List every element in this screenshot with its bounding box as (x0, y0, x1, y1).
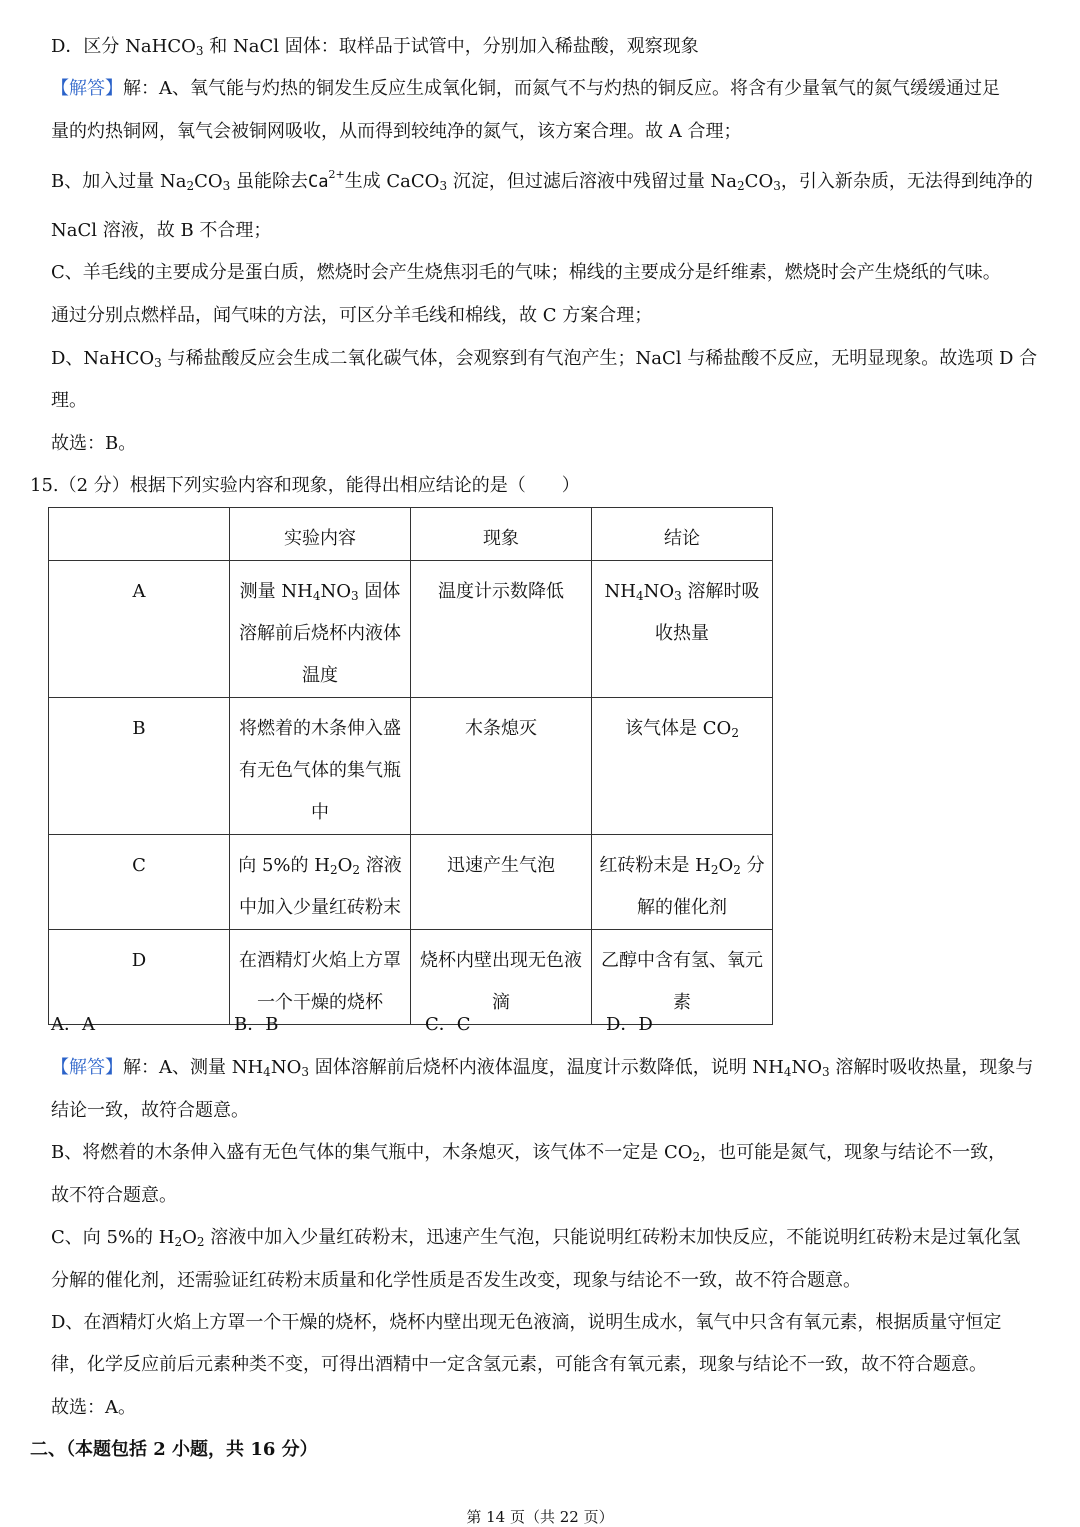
answer15-line-d1: D、在酒精灯火焰上方罩一个干燥的烧杯，烧杯内壁出现无色液滴，说明生成水，氧气中只含有氧元素，根据质量守恒定 (51, 1312, 1002, 1333)
section-2-heading: 二、（本题包括 2 小题，共 16 分） (30, 1439, 318, 1460)
answer14-line-c1: C、羊毛线的主要成分是蛋白质，燃烧时会产生烧焦羽毛的气味；棉线的主要成分是纤维素，燃烧时会产生烧纸的气味。 (51, 262, 1001, 283)
table-row (49, 835, 773, 930)
row-content: 向 5%的 $H_2O_2$ 溶液中加入少量红砖粉末 (230, 835, 411, 930)
row-phenomenon: 温度计示数降低 (411, 561, 592, 698)
row-label: C (49, 835, 230, 930)
row-content: 测量 $NH_4NO_3$ 固体溶解前后烧杯内液体温度 (230, 561, 411, 698)
row-conclusion: 乙醇中含有氢、氧元素 (592, 930, 773, 1025)
answer15-final: 故选：A。 (51, 1397, 136, 1418)
row-conclusion: 该气体是 $CO_2$ (592, 698, 773, 835)
row-phenomenon: 迅速产生气泡 (411, 835, 592, 930)
answer15-line-d2: 律，化学反应前后元素种类不变，可得出酒精中一定含氢元素，可能含有氧元素，现象与结论不一致，故不符合题意。 (51, 1354, 987, 1375)
answer14-line-b1: B、加入过量 $Na_2CO_3$ 虽能除去$Ca^{2+}$生成 CaCO$_3$ 沉淀，但过滤后溶液中残留过量 $Na_2CO_3$，引入新杂质，无法得到纯净的 (51, 168, 1033, 193)
answer14-line-a1: 【解答】解：A、氧气能与灼热的铜发生反应生成氧化铜，而氮气不与灼热的铜反应。将含有少量氧气的氮气缓缓通过足 (51, 78, 1000, 99)
answer14-line-a2: 量的灼热铜网，氧气会被铜网吸收，从而得到较纯净的氮气，该方案合理。故 A 合理； (51, 121, 742, 142)
answer14-line-b2: NaCl 溶液，故 B 不合理； (51, 220, 272, 241)
header-cell-blank (49, 508, 230, 561)
header-cell-conclusion: 结论 (592, 508, 773, 561)
answer15-line-b1: B、将燃着的木条伸入盛有无色气体的集气瓶中，木条熄灭，该气体不一定是 $CO_2$，也可能是氮气，现象与结论不一致， (51, 1142, 1007, 1164)
row-phenomenon: 木条熄灭 (411, 698, 592, 835)
table-row (49, 698, 773, 835)
answer-tag: 【解答】 (51, 1057, 123, 1078)
row-label: A (49, 561, 230, 698)
choice-b: B．B (234, 1014, 279, 1035)
header-cell-content: 实验内容 (230, 508, 411, 561)
page-footer: 第 14 页（共 22 页） (466, 1508, 614, 1526)
row-content: 将燃着的木条伸入盛有无色气体的集气瓶中 (230, 698, 411, 835)
answer14-line-d2: 理。 (51, 390, 87, 411)
choice-d: D．D (606, 1014, 653, 1035)
answer15-line-c2: 分解的催化剂，还需验证红砖粉末质量和化学性质是否发生改变，现象与结论不一致，故不符合题意。 (51, 1270, 861, 1291)
row-conclusion: 红砖粉末是 $H_2O_2$ 分解的催化剂 (592, 835, 773, 930)
answer15-line-b2: 故不符合题意。 (51, 1185, 177, 1206)
header-cell-phenomenon: 现象 (411, 508, 592, 561)
choice-c: C．C (425, 1014, 471, 1035)
table-row (49, 930, 773, 1025)
question15-stem: 15.（2 分）根据下列实验内容和现象，能得出相应结论的是（ ） (30, 475, 580, 496)
answer14-line-c2: 通过分别点燃样品，闻气味的方法，可区分羊毛线和棉线，故 C 方案合理； (51, 305, 653, 326)
row-label: D (49, 930, 230, 1025)
table-header-row (49, 508, 773, 561)
choice-a: A．A (51, 1014, 95, 1035)
table-row (49, 561, 773, 698)
row-conclusion: $NH_4NO_3$ 溶解时吸收热量 (592, 561, 773, 698)
option-d-line: D．区分 NaHCO$_3$ 和 NaCl 固体：取样品于试管中，分别加入稀盐酸，观察现象 (51, 36, 699, 58)
answer15-line-a1: 【解答】解：A、测量 $NH_4NO_3$ 固体溶解前后烧杯内液体温度，温度计示数降低，说明 $NH_4NO_3$ 溶解时吸收热量，现象与 (51, 1057, 1034, 1079)
row-phenomenon: 烧杯内壁出现无色液滴 (411, 930, 592, 1025)
answer14-line-d1: D、NaHCO$_3$ 与稀盐酸反应会生成二氧化碳气体，会观察到有气泡产生；NaCl 与稀盐酸不反应，无明显现象。故选项 D 合 (51, 348, 1038, 370)
answer-tag: 【解答】 (51, 78, 123, 99)
answer15-line-a2: 结论一致，故符合题意。 (51, 1100, 249, 1121)
row-content: 在酒精灯火焰上方罩一个干燥的烧杯 (230, 930, 411, 1025)
question15-table (48, 507, 773, 1025)
answer14-final: 故选：B。 (51, 433, 137, 454)
answer15-line-c1: C、向 5%的 $H_2O_2$ 溶液中加入少量红砖粉末，迅速产生气泡，只能说明红砖粉末加快反应，不能说明红砖粉末是过氧化氢 (51, 1227, 1021, 1249)
row-label: B (49, 698, 230, 835)
